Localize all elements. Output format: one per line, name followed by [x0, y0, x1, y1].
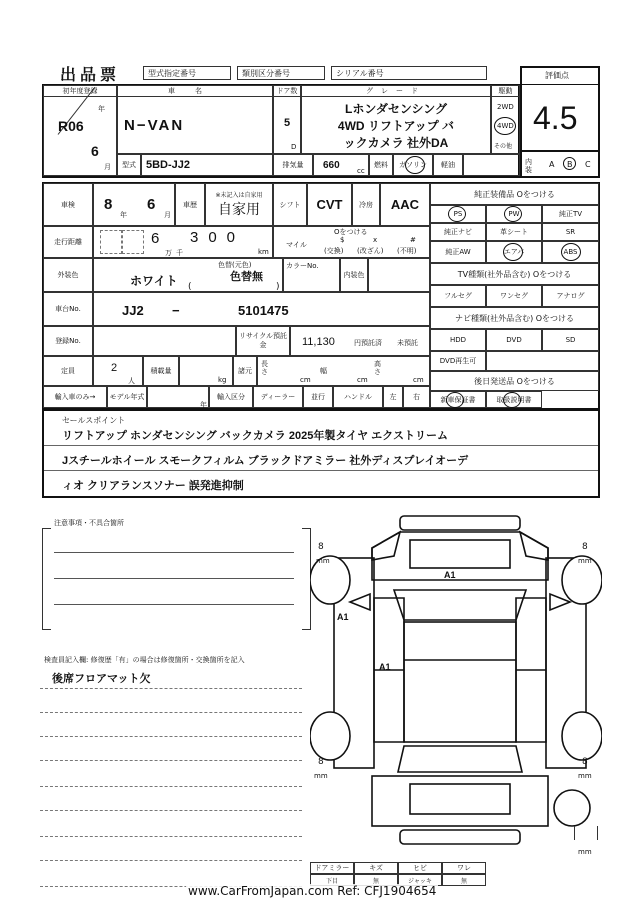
drive-other: その他	[494, 143, 513, 150]
fuel-gasoline: ガソリン	[393, 154, 433, 176]
chassis-prefix: JJ2	[122, 303, 144, 318]
interior-grade-c: C	[585, 160, 591, 169]
equip-pw: PW	[486, 205, 542, 223]
meter-status-note: Oをつける	[334, 228, 368, 236]
inspector-note-value: 後席フロアマット欠	[52, 673, 151, 685]
meter-opt-tampered: x	[373, 236, 378, 244]
color-change-paren-close: )	[276, 282, 280, 292]
footer-watermark: www.CarFromJapan.com Ref: CFJ1904654	[188, 884, 437, 898]
vehicle-history-value: 自家用	[218, 201, 260, 217]
first-registration-year: R06	[58, 118, 84, 134]
tread-front-left: 8	[318, 542, 324, 552]
legend-crack: ヒビ	[398, 862, 442, 874]
steering-label: ハンドル	[333, 386, 383, 408]
selling-points-line-2: Jスチールホイール スモークフィルム ブラックドアミラー 社外ディスプレイオーデ	[62, 455, 469, 467]
inspector-line-2	[40, 712, 302, 713]
navi-sd: SD	[542, 329, 599, 351]
width-unit: cm	[357, 376, 368, 384]
caution-line-2	[54, 578, 294, 579]
legend-row2-1: 下目	[310, 874, 354, 886]
inspection-expiry-year: 8	[104, 196, 113, 213]
interior-grade-b-circle	[563, 157, 576, 170]
chassis-dash: −	[172, 303, 180, 318]
mileage-ten-thousands: 6	[151, 230, 160, 247]
legend-row2-4: 無	[442, 874, 486, 886]
genuine-equipment-title: 純正装備品 Oをつける	[430, 183, 599, 205]
tread-rear-right: 8	[582, 757, 588, 767]
serial-number-label: シリアル番号	[331, 66, 487, 80]
inspection-year-unit: 年	[120, 211, 127, 219]
meter-opt-tampered-sub: (改ざん)	[357, 247, 384, 255]
diesel-label: 軽油	[433, 154, 463, 176]
model-year-unit: 年	[200, 401, 207, 409]
evaluation-score: 4.5	[533, 100, 578, 136]
exterior-color-label: 外装色	[43, 258, 93, 292]
legend-door-mirror: ドアミラー	[310, 862, 354, 874]
dimensions-label: 諸元	[233, 356, 257, 386]
inspector-line-5	[40, 786, 302, 787]
tv-fullseg: フルセグ	[430, 285, 486, 307]
width-label: 幅	[320, 367, 327, 375]
transmission-cell	[307, 183, 352, 226]
inspector-line-1	[40, 688, 302, 689]
model-year-label: モデル年式	[107, 386, 147, 408]
recycle-deposit-label: リサイクル預託金	[236, 326, 290, 356]
diesel-cell	[463, 154, 520, 176]
recycle-deposit-value: 11,130	[302, 336, 335, 348]
equip-genuine-navi: 純正ナビ	[430, 223, 486, 241]
color-number-cell	[283, 258, 340, 292]
mileage-km-unit: km	[258, 248, 269, 256]
door-count: 5	[284, 117, 291, 129]
miles-label: マイル	[286, 241, 307, 249]
inspector-line-3	[40, 736, 302, 737]
selling-points-label: セールスポイント	[62, 416, 126, 425]
mileage-digit-boxes	[100, 230, 122, 254]
grade-line-1: Lホンダセンシング	[344, 101, 447, 116]
registration-number-label: 登録No.	[43, 326, 93, 356]
caution-line-3	[54, 604, 294, 605]
grade-label: グレード	[301, 85, 491, 97]
tv-analog: アナログ	[542, 285, 599, 307]
steering-left: 左	[383, 386, 403, 408]
inspector-line-8	[40, 860, 302, 861]
chassis-number-label: 車台No.	[43, 292, 93, 326]
year-unit-label: 年	[98, 105, 105, 113]
dealer-option: ディーラー	[253, 386, 303, 408]
recycle-not-deposited: 未預託	[397, 339, 418, 347]
mileage-label: 走行距離	[43, 226, 93, 258]
selling-points-line-1: リフトアップ ホンダセンシング バックカメラ 2025年製タイヤ エクストリーム	[62, 430, 449, 442]
equip-abs: ABS	[542, 241, 599, 263]
equip-airbag: エアバ	[486, 241, 542, 263]
color-change-label: 色替(元色)	[218, 261, 252, 269]
selling-divider-1	[44, 445, 598, 446]
equip-ps-circle	[448, 206, 466, 222]
capacity-cell	[93, 356, 143, 386]
grade-line-3: ックカメラ 社外DA	[343, 135, 449, 150]
tread-rear-left: 8	[318, 757, 324, 767]
equip-genuine-aw: 純正AW	[430, 241, 486, 263]
drive-4wd: 4WD	[497, 122, 514, 130]
inspection-expiry-month: 6	[147, 196, 156, 213]
score-divider	[520, 84, 600, 85]
legend-row2-2: 無	[354, 874, 398, 886]
height-unit: cm	[413, 376, 424, 384]
meter-opt-exchanged: $	[340, 236, 345, 244]
air-conditioning-cell	[380, 183, 430, 226]
fuel-label: 燃料	[369, 154, 393, 176]
legend-row2-3: ジャッキ	[398, 874, 442, 886]
displacement-label: 排気量	[273, 154, 313, 176]
exterior-color-value: ホワイト	[130, 274, 178, 288]
door-count-sub: D	[291, 143, 297, 151]
meter-opt-unknown: #	[410, 236, 416, 244]
length-label: 長さ	[261, 360, 268, 376]
meter-opt-exchanged-sub: (交換)	[324, 247, 344, 255]
month-unit-label: 月	[104, 163, 111, 171]
damage-mark-roof: A1	[444, 570, 456, 580]
capacity-label: 定員	[43, 356, 93, 386]
model-label: 型式	[117, 154, 141, 176]
format-number-label: 型式指定番号	[143, 66, 231, 80]
score-label: 評価点	[545, 71, 569, 80]
chassis-number: 5101475	[238, 303, 289, 318]
length-unit: cm	[300, 376, 311, 384]
fuel-gasoline-circle	[405, 156, 425, 174]
later-shipment-title: 後日発送品 Oをつける	[430, 371, 599, 391]
warranty-circle	[446, 392, 464, 408]
interior-grade-a: A	[549, 160, 555, 169]
capacity-value: 2	[111, 362, 118, 374]
parallel-option: 並行	[303, 386, 333, 408]
inspection-expiry-label: 車検	[43, 183, 93, 226]
vehicle-history-note: ※未記入は自家用	[215, 192, 263, 199]
spare-tire-unit: mm	[578, 848, 592, 856]
model-value: 5BD-JJ2	[146, 159, 191, 171]
import-class-label: 輸入区分	[209, 386, 253, 408]
color-change-paren-open: (	[188, 282, 192, 292]
later-owners-manual: 取扱説明書	[486, 391, 542, 408]
inspector-line-6	[40, 810, 302, 811]
inspector-line-4	[40, 760, 302, 761]
load-capacity-label: 積載量	[143, 356, 179, 386]
equip-airbag-circle	[503, 243, 523, 261]
tread-front-left-unit: mm	[316, 557, 330, 565]
door-count-label: ドア数	[273, 85, 301, 97]
drive-2wd: 2WD	[497, 103, 514, 111]
dimensions-cell	[257, 356, 430, 386]
displacement-unit: cc	[357, 167, 365, 175]
import-only-label: 輸入車のみ→	[43, 386, 107, 408]
drive-4wd-circle	[494, 117, 516, 135]
tread-front-right-unit: mm	[578, 557, 592, 565]
first-registration-label: 初年度登録	[43, 85, 117, 97]
tread-front-right: 8	[582, 542, 588, 552]
drive-label: 駆動	[491, 85, 520, 97]
car-name-label: 車名	[117, 85, 273, 97]
car-body-diagram	[310, 510, 602, 870]
manual-circle	[503, 392, 521, 408]
steering-right: 右	[403, 386, 430, 408]
air-conditioning-label: 冷房	[352, 183, 380, 226]
registration-number-cell	[93, 326, 236, 356]
equip-leather-seat: 革シート	[486, 223, 542, 241]
grade-cell	[301, 96, 491, 154]
car-name: N−VAN	[124, 116, 185, 134]
model-value-cell	[141, 154, 273, 176]
dvd-playback-cell	[486, 351, 599, 371]
legend-break: ワレ	[442, 862, 486, 874]
tread-rear-right-unit: mm	[578, 772, 592, 780]
selling-points-line-3: ィオ クリアランスソナー 誤発進抑制	[62, 480, 244, 492]
load-capacity-unit: kg	[218, 376, 227, 384]
mileage-man-unit: 万	[165, 249, 172, 257]
damage-mark-door: A1	[379, 662, 391, 672]
damage-mark-left-panel: A1	[337, 612, 349, 622]
mileage-digit-box	[122, 230, 144, 254]
transmission-value: CVT	[316, 197, 343, 212]
inspector-note-label: 検査員記入欄: 修復歴「有」の場合は修復箇所・交換箇所を記入	[44, 656, 245, 664]
tv-oneseg: ワンセグ	[486, 285, 542, 307]
car-name-cell	[117, 96, 273, 154]
caution-label: 注意事項・不具合箇所	[54, 519, 124, 527]
color-change-value: 色替無	[230, 271, 263, 283]
vehicle-history-label: 車歴	[175, 183, 205, 226]
dvd-playback-label: DVD再生可	[430, 351, 486, 371]
inspection-month-unit: 月	[164, 211, 171, 219]
tread-rear-left-unit: mm	[314, 772, 328, 780]
navi-hdd: HDD	[430, 329, 486, 351]
navi-type-title: ナビ種類(社外品含む) Oをつける	[430, 307, 599, 329]
height-label: 高さ	[374, 360, 381, 376]
displacement-value: 660	[323, 160, 340, 171]
first-registration-month: 6	[91, 143, 99, 159]
equip-ps: PS	[430, 205, 486, 223]
equip-genuine-tv: 純正TV	[542, 205, 599, 223]
mileage-thousands: 300	[190, 229, 246, 246]
selling-divider-2	[44, 470, 598, 471]
interior-grade-label: 内装	[525, 158, 532, 174]
interior-grade-b: B	[567, 160, 573, 169]
meter-opt-unknown-sub: (不明)	[397, 247, 417, 255]
caution-line-1	[54, 552, 294, 553]
equip-abs-circle	[561, 243, 581, 261]
legend-scratch: キズ	[354, 862, 398, 874]
inspector-line-7	[40, 836, 302, 837]
navi-dvd: DVD	[486, 329, 542, 351]
caution-bracket-left	[42, 528, 51, 630]
color-number-label: カラーNo.	[286, 262, 319, 270]
equip-pw-circle	[504, 206, 522, 222]
spare-tire-bracket	[574, 826, 598, 840]
capacity-unit: 人	[128, 377, 135, 385]
mileage-sen-unit: 千	[176, 249, 183, 257]
interior-color-label: 内装色	[340, 258, 368, 292]
transmission-label: シフト	[273, 183, 307, 226]
equip-sunroof: SR	[542, 223, 599, 241]
interior-color-cell	[368, 258, 430, 292]
vehicle-history-cell	[205, 183, 273, 226]
sheet-title: 出品票	[60, 65, 121, 84]
air-conditioning-value: AAC	[390, 197, 420, 212]
category-number-label: 類別区分番号	[237, 66, 325, 80]
tv-type-title: TV種類(社外品含む) Oをつける	[430, 263, 599, 285]
grade-line-2: 4WD リフトアップ バ	[337, 118, 455, 133]
later-new-car-warranty: 新車保証書	[430, 391, 486, 408]
recycle-deposited: 円預託済	[354, 339, 382, 347]
